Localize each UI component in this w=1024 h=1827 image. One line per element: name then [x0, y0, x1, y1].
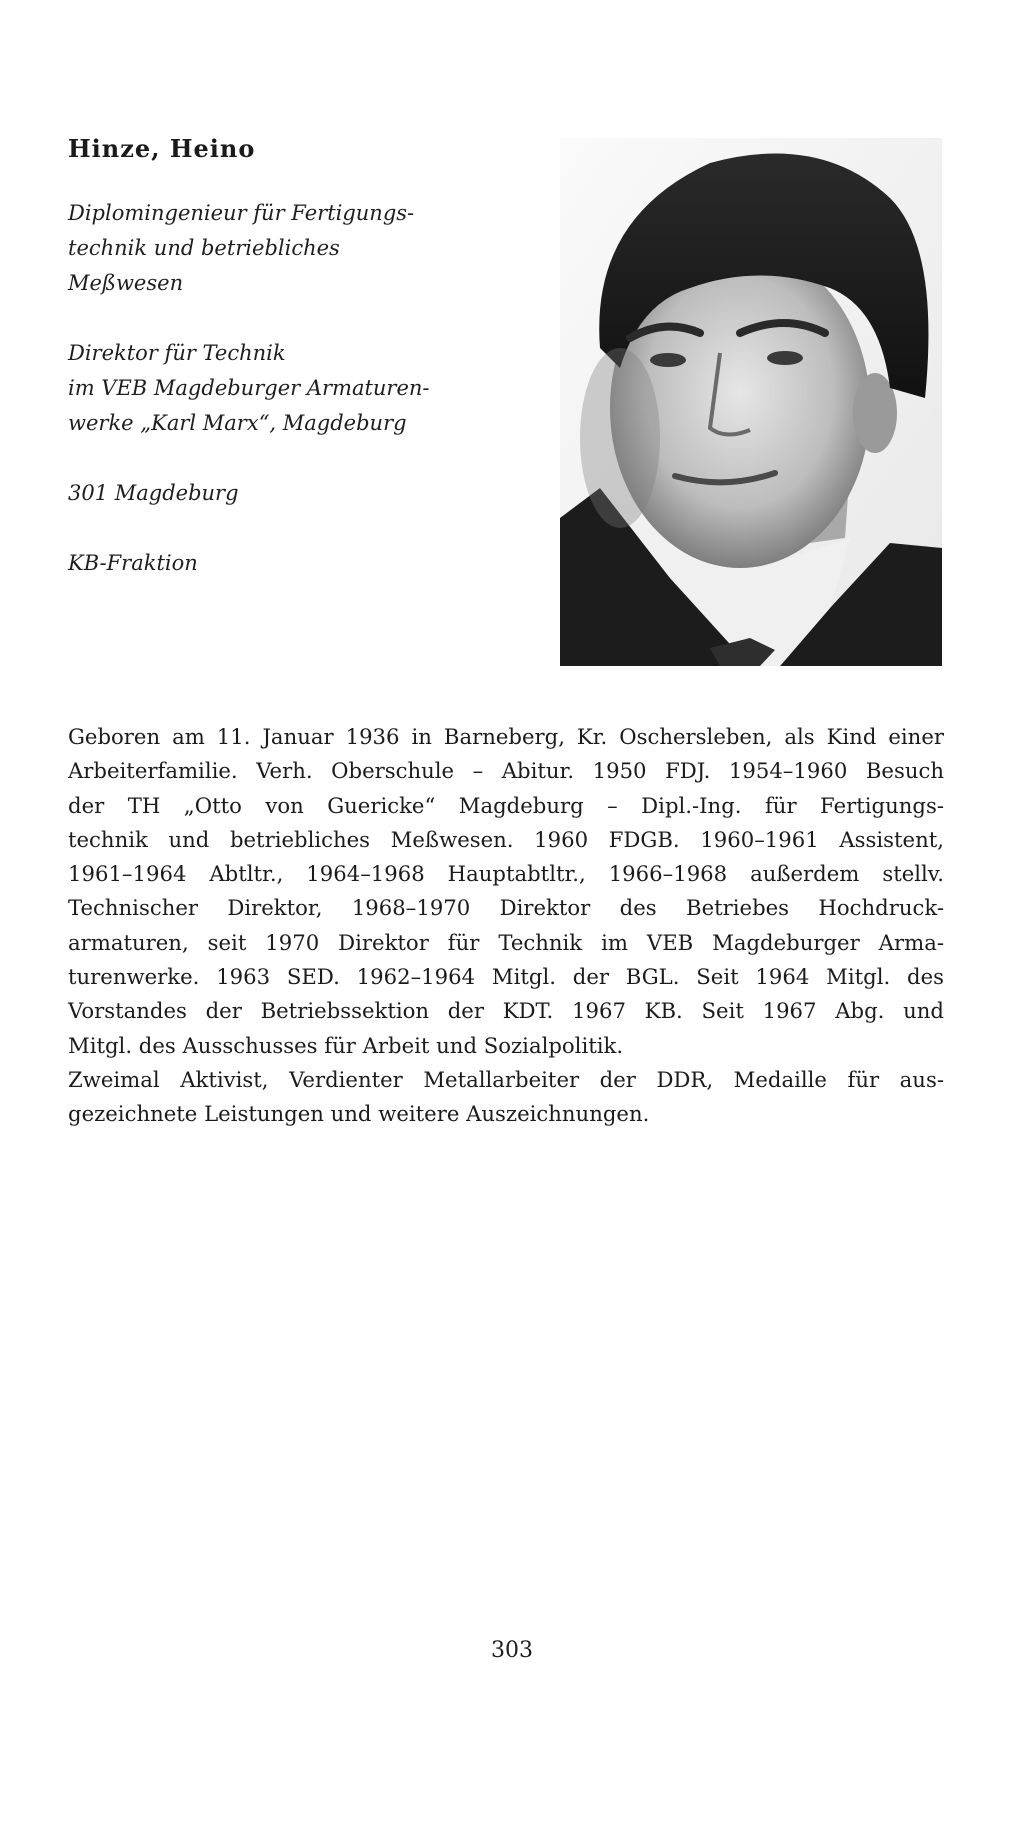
- biography-line: der TH „Otto von Guericke“ Magdeburg – Dipl.-Ing. für Fertigungs-: [68, 792, 944, 818]
- biography-line: Mitgl. des Ausschusses für Arbeit und Sozialpolitik.: [68, 1032, 624, 1058]
- qualification-line: Meßwesen: [68, 271, 184, 295]
- address-text: 301 Magdeburg: [68, 481, 239, 505]
- biography-line: technik und betriebliches Meßwesen. 1960 FDGB. 1960–1961 Assistent,: [68, 826, 944, 852]
- biography-line: Arbeiterfamilie. Verh. Oberschule – Abitur. 1950 FDJ. 1954–1960 Besuch: [68, 758, 944, 784]
- position: [68, 336, 488, 441]
- biography-text: [68, 720, 944, 1132]
- fraction: [68, 546, 488, 581]
- person-details: [68, 196, 488, 616]
- person-name: Hinze, Heino: [68, 134, 256, 163]
- position-line: Direktor für Technik: [68, 341, 286, 365]
- qualification: [68, 196, 488, 301]
- position-line: im VEB Magdeburger Armaturen-: [68, 376, 430, 400]
- position-line: werke „Karl Marx“, Magdeburg: [68, 411, 407, 435]
- biography-line: gezeichnete Leistungen und weitere Auszeichnungen.: [68, 1101, 650, 1127]
- qualification-line: Diplomingenieur für Fertigungs-: [68, 201, 415, 225]
- biography-line: 1961–1964 Abtltr., 1964–1968 Hauptabtltr., 1966–1968 außerdem stellv.: [68, 861, 944, 887]
- biography-line: armaturen, seit 1970 Direktor für Technik im VEB Magdeburger Arma-: [68, 929, 944, 955]
- fraction-text: KB-Fraktion: [68, 551, 198, 575]
- biography-line: Technischer Direktor, 1968–1970 Direktor des Betriebes Hochdruck-: [68, 895, 944, 921]
- address: [68, 476, 488, 511]
- qualification-line: technik und betriebliches: [68, 236, 340, 260]
- portrait-illustration: [560, 138, 942, 666]
- biography-line: Geboren am 11. Januar 1936 in Barneberg, Kr. Oschersleben, als Kind einer: [68, 724, 944, 749]
- biography-line: turenwerke. 1963 SED. 1962–1964 Mitgl. der BGL. Seit 1964 Mitgl. des: [68, 964, 944, 990]
- portrait-photo: [560, 138, 942, 666]
- page-number: 303: [491, 1638, 533, 1663]
- biography-line: Vorstandes der Betriebssektion der KDT. 1967 KB. Seit 1967 Abg. und: [68, 998, 944, 1024]
- biography-line: Zweimal Aktivist, Verdienter Metallarbeiter der DDR, Medaille für aus-: [68, 1066, 944, 1092]
